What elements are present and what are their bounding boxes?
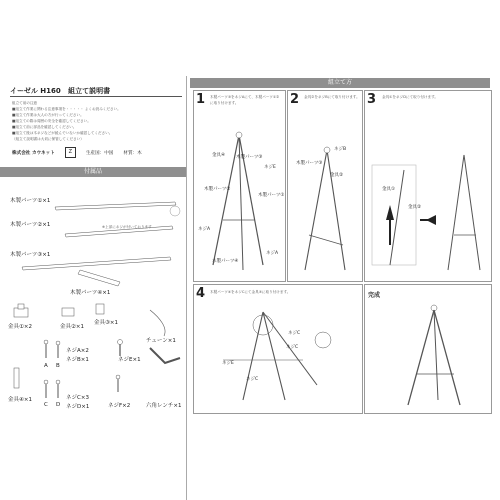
label-screw-b: ネジB×1: [66, 357, 89, 363]
step-2-label: 木製パーツ③: [296, 161, 323, 166]
chain-drawing: [150, 310, 165, 336]
label-wood-part-2: 木製パーツ②×1: [10, 222, 51, 228]
hex-wrench-drawing: [150, 348, 180, 363]
step-1-label: 金具④: [212, 153, 226, 158]
screw-f-drawing: [116, 375, 120, 392]
intro-note: ■組立て前に部品を確認してください。: [12, 125, 77, 129]
step-1-label: ネジA: [266, 251, 279, 256]
bracket-3-drawing: [96, 304, 104, 314]
doc-title-sub: 組立て説明書: [68, 87, 111, 95]
step-4-label: ネジC: [286, 345, 299, 350]
step-4-drawing: [193, 300, 361, 410]
step-4-label: ネジC: [288, 331, 301, 336]
wood-part-3-drawing: [22, 257, 171, 270]
label-hex-wrench: 六角レンチ×1: [146, 403, 182, 409]
step-2-drawing: [287, 125, 361, 275]
label-bracket-2: 金具②×1: [60, 324, 85, 330]
label-wood-part-1: 木製パーツ①×1: [10, 198, 51, 204]
label-chain: チェーン×1: [146, 338, 176, 344]
bracket-1-drawing: [14, 304, 28, 317]
label-wood-part-4: 木製パーツ④×1: [70, 290, 111, 296]
step-4-label: ネジC: [246, 377, 259, 382]
label-letter-b: B: [56, 363, 60, 369]
label-bracket-4: 金具④×1: [8, 397, 33, 403]
step-2-label: ネジB: [334, 147, 347, 152]
label-screw-e: ネジE×1: [118, 357, 141, 363]
label-wood-part-3: 木製パーツ③×1: [10, 252, 51, 258]
intro-note: ■組立ての際は周囲の安全を確認してください。: [12, 119, 91, 123]
wood-part-4-drawing: [78, 270, 120, 286]
assembly-header: 組立て方: [190, 78, 490, 88]
step-3-label: 金具②: [408, 205, 422, 210]
company-row: [12, 147, 142, 158]
intro-notes: [12, 100, 180, 142]
wood-part-2-drawing: [65, 206, 180, 237]
step-1-drawing: [193, 120, 284, 280]
label-bracket-1: 金具①×2: [8, 324, 33, 330]
screw-d-drawing: [56, 380, 60, 398]
step-3-label: 金具①: [382, 187, 396, 192]
company-meta1: 生産国：中国: [85, 150, 114, 156]
step-1-label: ネジE: [264, 165, 276, 170]
step-1-label: 木製パーツ①: [258, 193, 285, 198]
label-letter-d: D: [56, 402, 61, 408]
step-4-number: 4: [196, 286, 206, 301]
title-underline: [10, 96, 182, 97]
screw-b-drawing: [56, 341, 60, 358]
screw-e-drawing: [118, 340, 123, 357]
label-bracket-3: 金具③×1: [94, 320, 119, 326]
doc-title: [10, 86, 110, 96]
screw-c-drawing: [44, 380, 48, 398]
label-letter-a: A: [44, 363, 48, 369]
intro-note: ■組立て後は木ネジなどが緩んでいないか確認してください。: [12, 131, 113, 135]
step-1-text: 木製パーツ③をネジAにて、木製パーツ①②に取り付けます。: [210, 95, 280, 105]
step-1-label: 木製パーツ③: [236, 155, 263, 160]
step-3-drawing: [364, 125, 490, 275]
step-1-number: 1: [196, 92, 206, 107]
step-2-number: 2: [290, 92, 300, 107]
step-1-label: ネジA: [198, 227, 211, 232]
label-screw-f: ネジF×2: [108, 403, 131, 409]
wood-part-1-drawing: [55, 202, 176, 210]
company-logo-icon: Z: [65, 147, 76, 158]
step-4-label: ネジE: [222, 361, 234, 366]
done-label: 完成: [368, 292, 381, 299]
step-2-text: 金具②をネジBにて取り付けます。: [304, 95, 360, 99]
screw-a-drawing: [44, 340, 48, 358]
parts-header: 付属品: [0, 167, 186, 177]
note-wood-part-2: ※上部にネジが付いております: [102, 225, 152, 229]
step-1-label: 木製パーツ②: [204, 187, 231, 192]
intro-note: ■組立て作業に関わる注意事項を・・・・・ よくお読みください。: [12, 107, 121, 111]
step-3-number: 3: [367, 92, 377, 107]
label-letter-c: C: [44, 402, 48, 408]
doc-title-main: イーゼル H160: [10, 87, 61, 95]
label-screw-cd: ネジC×3: [66, 395, 89, 401]
bracket-4-drawing: [14, 368, 19, 388]
step-1-label: 木製パーツ④: [212, 259, 239, 264]
intro-note: 組立て前の注意: [12, 101, 38, 105]
company-meta2: 材質：木: [123, 150, 142, 156]
intro-note: ■組立て作業は大人の方が行ってください。: [12, 113, 84, 117]
bracket-2-drawing: [62, 308, 74, 316]
done-drawing: [364, 300, 490, 410]
label-screw-d: ネジD×1: [66, 404, 90, 410]
company-name: 株式会社 カウネット: [12, 150, 55, 156]
step-3-text: 金具①をネジDにて取り付けます。: [382, 95, 439, 99]
label-screw-ab: ネジA×2: [66, 348, 89, 354]
step-2-label: 金具②: [330, 173, 344, 178]
intro-note: （組立て説明書は大切に保管してください）: [12, 137, 84, 141]
step-4-text: 木製パーツ④をネジCにて金具③に取り付けます。: [210, 290, 291, 294]
